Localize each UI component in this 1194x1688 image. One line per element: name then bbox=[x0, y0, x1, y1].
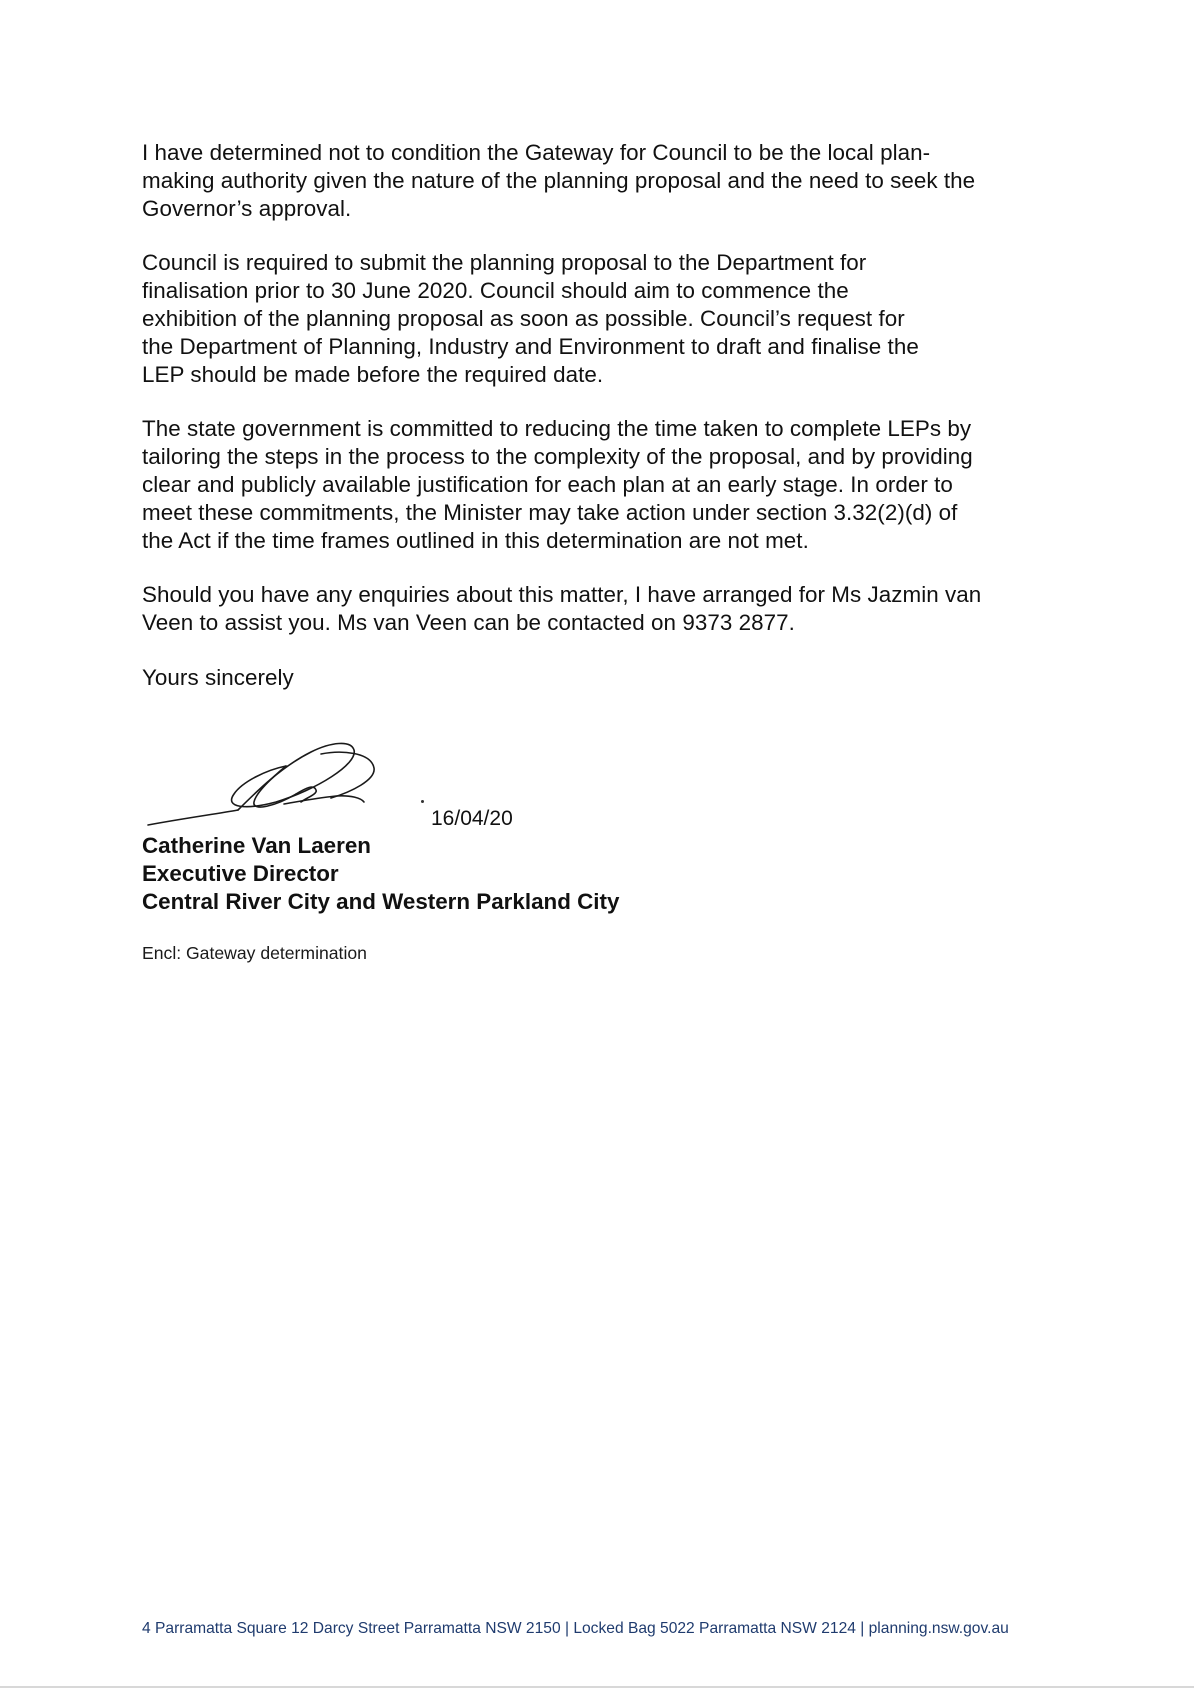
enclosure-note: Encl: Gateway determination bbox=[142, 943, 367, 963]
signatory-title: Executive Director bbox=[142, 860, 339, 886]
signature-dot bbox=[421, 800, 424, 803]
signatory-division: Central River City and Western Parkland City bbox=[142, 888, 620, 914]
handwritten-signature bbox=[146, 732, 386, 830]
paragraph-government-commitment: The state government is committed to reducing the time taken to complete LEPs by tailoring the steps in the process to the complexity of the proposal, and by providing clear and publicly available justification for each plan at an early stage. In order to meet these commitments, the Minister may take action under section 3.32(2)(d) of the Act if the time frames outlined in this determination are not met. bbox=[142, 416, 973, 553]
paragraph-enquiries-contact: Should you have any enquiries about this matter, I have arranged for Ms Jazmin van Veen to assist you. Ms van Veen can be contacted on 9373 2877. bbox=[142, 582, 982, 636]
signatory-block bbox=[142, 832, 619, 915]
closing-salutation: Yours sincerely bbox=[142, 664, 294, 690]
paragraph-plan-making-authority: I have determined not to condition the Gateway for Council to be the local plan- making authority given the nature of the planning proposal and the need to seek the Governor’s approval. bbox=[142, 140, 976, 221]
letter-body bbox=[142, 139, 1062, 719]
signatory-name: Catherine Van Laeren bbox=[142, 833, 371, 858]
paragraph-submission-deadline: Council is required to submit the planning proposal to the Department for finalisation prior to 30 June 2020. Council should aim to commence the exhibition of the planning proposal as soon as possible. Council’s request for the Department of Planning, Industry and Environment to draft and finalise the LEP should be made before the required date. bbox=[142, 250, 919, 387]
footer-address: 4 Parramatta Square 12 Darcy Street Parramatta NSW 2150 | Locked Bag 5022 Parramatta NSW 2124 | planning.nsw.gov.au bbox=[142, 1620, 1009, 1637]
signature-date: 16/04/20 bbox=[431, 807, 513, 830]
